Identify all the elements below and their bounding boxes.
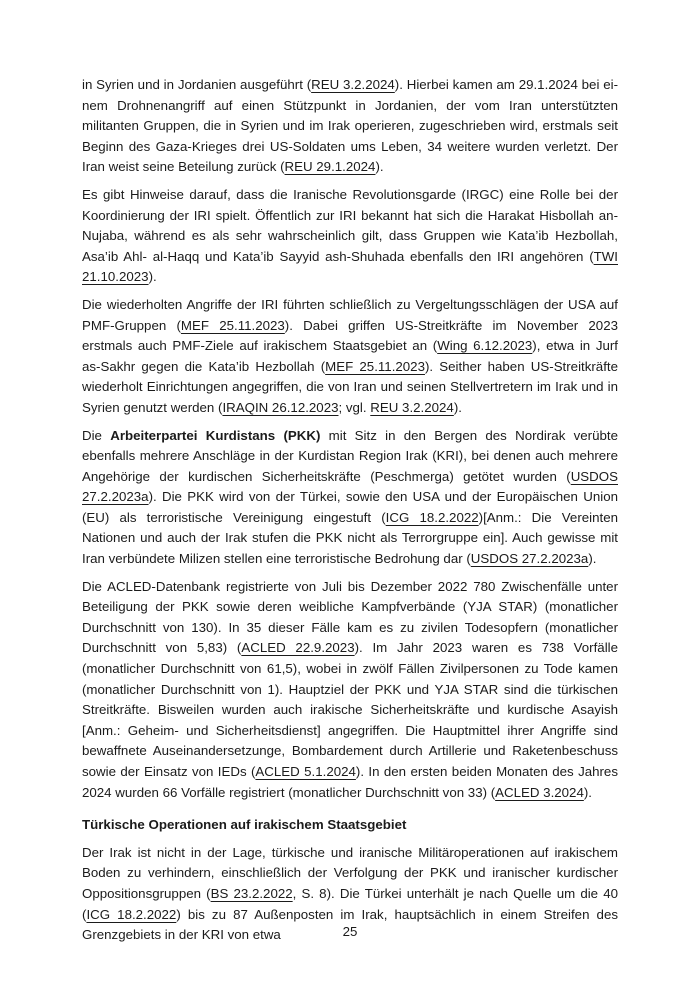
- section-heading: Türkische Operationen auf irakischem Staatsgebiet: [82, 817, 407, 833]
- paragraph: Der Irak ist nicht in der Lage, türkische und iranische Militäroperationen auf irakischem Boden zu verhindern, einschließlich der Verfolgung der PKK und iranischer kurdischer Oppositionsgruppen (BS 23.2.2022, S. 8). Die Türkei unterhält je nach Quelle um die 40 (ICG 18.2.2022) bis zu 87 Außenposten im Irak, hauptsächlich in einem Streifen des Grenzgebiets in der KRI von etwa: [82, 844, 618, 943]
- citation-link[interactable]: BS 23.2.2022: [210, 885, 293, 901]
- citation-link[interactable]: REU 29.1.2024: [284, 159, 376, 175]
- citation-link[interactable]: TWI 21.10.2023: [82, 248, 618, 285]
- citation-link[interactable]: ACLED 22.9.2023: [241, 640, 355, 656]
- citation-link[interactable]: IRAQIN 26.12.2023: [222, 399, 339, 415]
- paragraph: in Syrien und in Jordanien ausgeführt (REU 3.2.2024). Hierbei kamen am 29.1.2024 bei einem Drohnenangriff auf einen Stützpunkt in Jordanien, der vom Iran unterstützten militanten Gruppen, die in Syrien und im Irak operieren, zugeschrieben wird, erstmals seit Beginn des Gaza-Krieges drei US-Soldaten ums Leben, 34 weitere wurden verletzt. Der Iran weist seine Beteilung zurück (REU 29.1.2024).: [82, 77, 619, 175]
- paragraph: Es gibt Hinweise darauf, dass die Iranische Revolutionsgarde (IRGC) eine Rolle bei der Koordinierung der IRI spielt. Öffentlich zur IRI bekannt hat sich die Harakat Hisbollah an-Nujaba, während es als sehr wahrscheinlich gilt, dass Gruppen wie Kata’ib Hezbollah, Asa’ib Ahl- al-Haqq und Kata’ib Sayyid ash-Shuhada ebenfalls den IRI angehören (TWI 21.10.2023).: [82, 186, 618, 285]
- citation-link[interactable]: USDOS 27.2.2023a: [82, 468, 618, 505]
- citation-link[interactable]: MEF 25.11.2023: [325, 358, 425, 374]
- page-number: 25: [342, 924, 358, 939]
- paragraph: Die Arbeiterpartei Kurdistans (PKK) mit Sitz in den Bergen des Nordirak verübte ebenfalls mehrere Anschläge in der Kurdistan Region Irak (KRI), bei denen auch mehrere Angehörige der kurdischen Sicherheitskräfte (Peschmerga) getötet wurden (USDOS 27.2.2023a). Die PKK wird von der Türkei, sowie den USA und der Europäischen Union (EU) als terroristische Vereinigung eingestuft (ICG 18.2.2022)[Anm.: Die Vereinten Nationen und auch der Irak stufen die PKK nicht als Terrorgruppe ein]. Auch gewisse mit Iran verbündete Milizen stellen eine terroristische Bedrohung dar (USDOS 27.2.2023a).: [82, 427, 618, 567]
- citation-link[interactable]: ACLED 5.1.2024: [255, 764, 356, 779]
- citation-link[interactable]: REU 3.2.2024: [370, 399, 454, 415]
- citation-link[interactable]: ICG 18.2.2022: [86, 906, 177, 922]
- paragraph: Die wiederholten Angriffe der IRI führten schließlich zu Vergeltungsschlägen der USA auf PMF-Gruppen (MEF 25.11.2023). Dabei griffen US-Streitkräfte im November 2023 erstmals auch PMF-Ziele auf irakischem Staatsgebiet an (Wing 6.12.2023), etwa in Jurf as-Sakhr gegen die Kata’ib Hezbollah (MEF 25.11.2023). Seither haben US-Streitkräfte wiederholt Einrichtungen angegriffen, die von Iran und seinen Stellvertretern im Irak und in Syrien genutzt werden (IRAQIN 26.12.2023; vgl. REU 3.2.2024).: [82, 296, 618, 415]
- citation-link[interactable]: ACLED 3.2024: [495, 784, 584, 800]
- citation-link[interactable]: Wing 6.12.2023: [437, 338, 533, 354]
- bold-text: Arbeiterpartei Kurdistans (PKK): [110, 427, 321, 443]
- citation-link[interactable]: ICG 18.2.2022: [385, 509, 479, 525]
- citation-link[interactable]: MEF 25.11.2023: [180, 317, 285, 333]
- citation-link[interactable]: USDOS 27.2.2023a: [470, 551, 589, 567]
- document-content: [82, 75, 618, 953]
- paragraph: Die ACLED-Datenbank registrierte von Juli bis Dezember 2022 780 Zwischenfälle unter Beteiligung der PKK sowie deren weibliche Kampfverbände (YJA STAR) (monatlicher Durchschnitt von 130). In 35 dieser Fälle kam es zu zivilen Todesopfern (monatlicher Durchschnitt von 5,83) (ACLED 22.9.2023). Im Jahr 2023 waren es 738 Vorfälle (monatlicher Durchschnitt von 61,5), wobei in zwölf Fällen Zivilpersonen zu Tode kamen (monatlicher Durchschnitt von 1). Hauptziel der PKK und YJA STAR sind die türkischen Streitkräfte. Bisweilen wurden auch irakische Sicherheitskräfte und kurdische Asayish [Anm.: Geheim- und Sicherheitsdienst] angegriffen. Die Hauptmittel ihrer Angriffe sind bewaffnete Auseinandersetzunge, Bombardement durch Artillerie und Raketenbeschuss sowie der Einsatz von IEDs (ACLED 5.1.2024). In den ersten beiden Monaten des Jahres 2024 wurden 66 Vorfälle registriert (monatlicher Durchschnitt von 33) (ACLED 3.2024).: [82, 578, 619, 800]
- citation-link[interactable]: REU 3.2.2024: [311, 77, 395, 92]
